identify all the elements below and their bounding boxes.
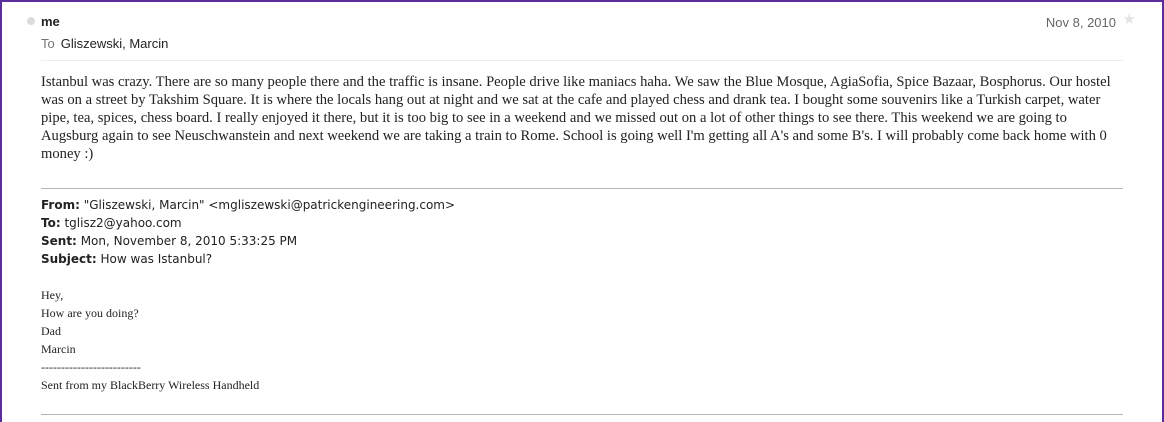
quoted-headers <box>41 196 1123 268</box>
quoted-from-value: "Gliszewski, Marcin" <mgliszewski@patrickengineering.com> <box>83 198 456 212</box>
header-divider <box>41 60 1123 61</box>
quoted-line: How are you doing? <box>41 306 139 320</box>
quoted-from-line <box>41 196 1123 214</box>
quote-divider <box>41 188 1123 189</box>
quoted-line: Hey, <box>41 288 64 302</box>
message-header[interactable] <box>0 0 1160 32</box>
quoted-from-label: From: <box>41 198 80 212</box>
quote-end-divider <box>41 414 1123 415</box>
recipient-line[interactable] <box>41 36 168 51</box>
to-label: To <box>41 36 55 51</box>
quoted-body <box>41 286 1123 394</box>
message-date: Nov 8, 2010 <box>1045 15 1116 30</box>
quoted-to-line <box>41 214 1123 232</box>
quoted-sent-label: Sent: <box>41 234 77 248</box>
quoted-to-value: tglisz2@yahoo.com <box>64 216 182 230</box>
quoted-line: Marcin <box>41 342 76 356</box>
recipient-name: Gliszewski, Marcin <box>60 36 169 51</box>
unread-dot-icon <box>27 17 35 25</box>
quoted-sent-line <box>41 232 1123 250</box>
message-body: Istanbul was crazy. There are so many people there and the traffic is insane. People drive like maniacs haha. We saw the Blue Mosque, AgiaSofia, Spice Bazaar, Bosphorus. Our hostel was on a street by Takshim Square. It is where the locals hang out at night and we sat at the cafe and played chess and drank tea. I bought some souvenirs like a Turkish carpet, water pipe, tea, spices, chess board. I really enjoyed it there, but it is too big to see in a weekend and we missed out on a lot of other things to see there. This weekend we are going to Augsburg again to see Neuschwanstein and next weekend we are taking a train to Rome. School is going well I'm getting all A's and some B's. I will probably come back home with 0 money :) <box>41 74 1111 162</box>
signature-line: Sent from my BlackBerry Wireless Handheld <box>41 378 260 392</box>
sender-name[interactable]: me <box>41 14 60 29</box>
quoted-line: Dad <box>41 324 61 338</box>
quoted-subject-label: Subject: <box>41 252 97 266</box>
quoted-subject-value: How was Istanbul? <box>100 252 213 266</box>
quoted-to-label: To: <box>41 216 61 230</box>
quoted-sent-value: Mon, November 8, 2010 5:33:25 PM <box>80 234 298 248</box>
signature-separator: ------------------------- <box>41 360 141 374</box>
quoted-subject-line <box>41 250 1123 268</box>
star-icon[interactable]: ★ <box>1122 11 1136 28</box>
